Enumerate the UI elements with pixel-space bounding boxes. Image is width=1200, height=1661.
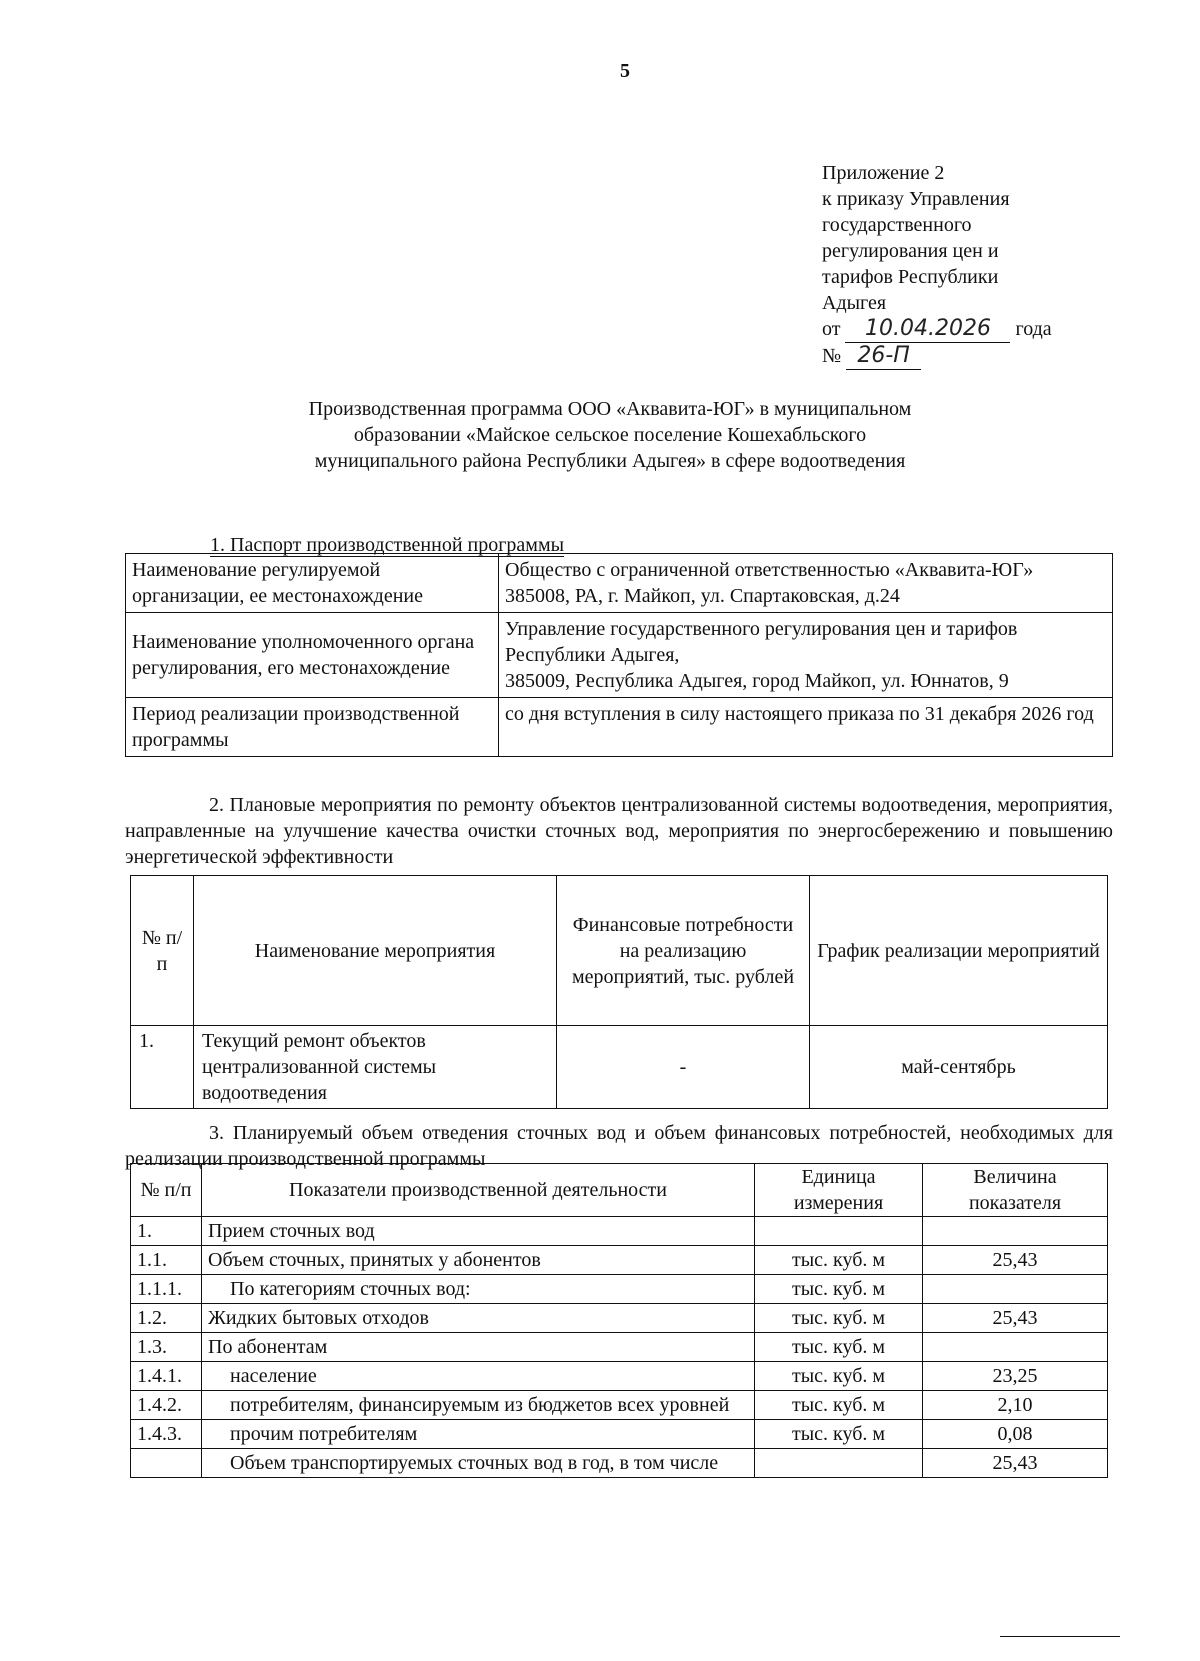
appendix-number-line	[822, 343, 1052, 370]
cell-value: 25,43	[923, 1246, 1108, 1275]
table-row	[131, 1026, 1108, 1109]
cell-name: Объем транспортируемых сточных вод в год, в том числе	[202, 1449, 755, 1478]
date-suffix: года	[1015, 318, 1052, 340]
appendix-date-line	[822, 316, 1052, 343]
number-prefix: №	[822, 345, 842, 367]
passport-value-line: 385008, РА, г. Майкоп, ул. Спартаковская, д.24	[505, 585, 900, 607]
cell-num: 1.	[131, 1026, 194, 1109]
passport-label: Наименование регулируемой организации, ее местонахождение	[126, 554, 499, 613]
appendix-block	[822, 160, 1052, 370]
cell-name: население	[202, 1362, 755, 1391]
measures-table	[130, 875, 1108, 1109]
table-row	[126, 698, 1113, 757]
cell-num: 1.3.	[131, 1333, 202, 1362]
document-title: Производственная программа ООО «Аквавита-ЮГ» в муниципальном образовании «Майское сельское поселение Кошехабльского муниципального района Республики Адыгея» в сфере водоотведения	[308, 398, 912, 472]
cell-name: По абонентам	[202, 1333, 755, 1362]
cell-num: 1.4.1.	[131, 1362, 202, 1391]
date-prefix: от	[822, 318, 841, 340]
passport-label: Наименование уполномоченного органа регулирования, его местонахождение	[126, 613, 499, 698]
appendix-line: Адыгея	[822, 292, 887, 314]
footer-divider	[1000, 1636, 1120, 1637]
table-header-row	[131, 1164, 1108, 1217]
table-row	[131, 1217, 1108, 1246]
cell-num	[131, 1449, 202, 1478]
cell-unit	[755, 1449, 923, 1478]
appendix-line: Приложение 2	[822, 162, 945, 184]
appendix-line: регулирования цен и	[822, 240, 999, 262]
table-header-row	[131, 876, 1108, 1026]
cell-name: По категориям сточных вод:	[202, 1275, 755, 1304]
cell-unit: тыс. куб. м	[755, 1333, 923, 1362]
column-header: Единица измерения	[755, 1164, 923, 1217]
cell-value	[923, 1217, 1108, 1246]
column-header: № п/п	[131, 876, 194, 1026]
cell-value	[923, 1275, 1108, 1304]
cell-num: 1.4.2.	[131, 1391, 202, 1420]
cell-unit: тыс. куб. м	[755, 1246, 923, 1275]
section1-heading-text: 1. Паспорт производственной программы	[210, 534, 565, 556]
cell-value	[923, 1333, 1108, 1362]
passport-value-line: Общество с ограниченной ответственностью «Аквавита-ЮГ»	[505, 559, 1034, 581]
column-header: График реализации мероприятий	[810, 876, 1108, 1026]
passport-value-line: 385009, Республика Адыгея, город Майкоп, ул. Юннатов, 9	[505, 670, 1009, 692]
table-row	[126, 613, 1113, 698]
handwritten-date: 10.04.2026	[845, 316, 1010, 343]
cell-name: Жидких бытовых отходов	[202, 1304, 755, 1333]
cell-num: 1.2.	[131, 1304, 202, 1333]
column-header: Показатели производственной деятельности	[202, 1164, 755, 1217]
passport-value-line: со дня вступления в силу настоящего приказа по 31 декабря 2026 год	[505, 703, 1094, 725]
cell-name: Объем сточных, принятых у абонентов	[202, 1246, 755, 1275]
cell-name: потребителям, финансируемым из бюджетов всех уровней	[202, 1391, 755, 1420]
cell-num: 1.	[131, 1217, 202, 1246]
section3-heading: 3. Планируемый объем отведения сточных вод и объем финансовых потребностей, необходимых для реализации производственной программы	[125, 1122, 1113, 1170]
passport-value	[499, 554, 1113, 613]
column-header: Величина показателя	[923, 1164, 1108, 1217]
table-row	[131, 1420, 1108, 1449]
table-row	[131, 1333, 1108, 1362]
cell-unit: тыс. куб. м	[755, 1275, 923, 1304]
cell-value: 0,08	[923, 1420, 1108, 1449]
column-header: Финансовые потребности на реализацию мероприятий, тыс. рублей	[557, 876, 810, 1026]
cell-schedule: май-сентябрь	[810, 1026, 1108, 1109]
passport-label: Период реализации производственной программы	[126, 698, 499, 757]
cell-name: прочим потребителям	[202, 1420, 755, 1449]
section2-heading: 2. Плановые мероприятия по ремонту объектов централизованной системы водоотведения, мероприятия, направленные на улучшение качества очистки сточных вод, мероприятия по энергосбережению и повышению энергетической эффективности	[125, 794, 1113, 868]
passport-value	[499, 698, 1113, 757]
page-number: 5	[620, 60, 630, 82]
table-row	[131, 1246, 1108, 1275]
table-row	[131, 1391, 1108, 1420]
cell-num: 1.4.3.	[131, 1420, 202, 1449]
table-row	[131, 1362, 1108, 1391]
column-header: № п/п	[131, 1164, 202, 1217]
cell-value: 25,43	[923, 1304, 1108, 1333]
cell-value: 23,25	[923, 1362, 1108, 1391]
appendix-line: государственного	[822, 214, 972, 236]
cell-num: 1.1.	[131, 1246, 202, 1275]
cell-finance: -	[557, 1026, 810, 1109]
cell-num: 1.1.1.	[131, 1275, 202, 1304]
cell-name: Текущий ремонт объектов централизованной системы водоотведения	[194, 1026, 557, 1109]
table-row	[131, 1304, 1108, 1333]
handwritten-number: 26-П	[846, 343, 921, 370]
passport-table	[125, 553, 1113, 757]
cell-unit: тыс. куб. м	[755, 1420, 923, 1449]
cell-unit	[755, 1217, 923, 1246]
column-header: Наименование мероприятия	[194, 876, 557, 1026]
table-row	[126, 554, 1113, 613]
cell-unit: тыс. куб. м	[755, 1391, 923, 1420]
table-row	[131, 1275, 1108, 1304]
passport-value-line: Управление государственного регулирования цен и тарифов Республики Адыгея,	[505, 618, 1018, 666]
cell-value: 2,10	[923, 1391, 1108, 1420]
appendix-line: тарифов Республики	[822, 266, 999, 288]
indicators-table	[130, 1163, 1108, 1478]
appendix-line: к приказу Управления	[822, 188, 1010, 210]
table-row	[131, 1449, 1108, 1478]
cell-value: 25,43	[923, 1449, 1108, 1478]
cell-unit: тыс. куб. м	[755, 1362, 923, 1391]
cell-unit: тыс. куб. м	[755, 1304, 923, 1333]
passport-value	[499, 613, 1113, 698]
cell-name: Прием сточных вод	[202, 1217, 755, 1246]
